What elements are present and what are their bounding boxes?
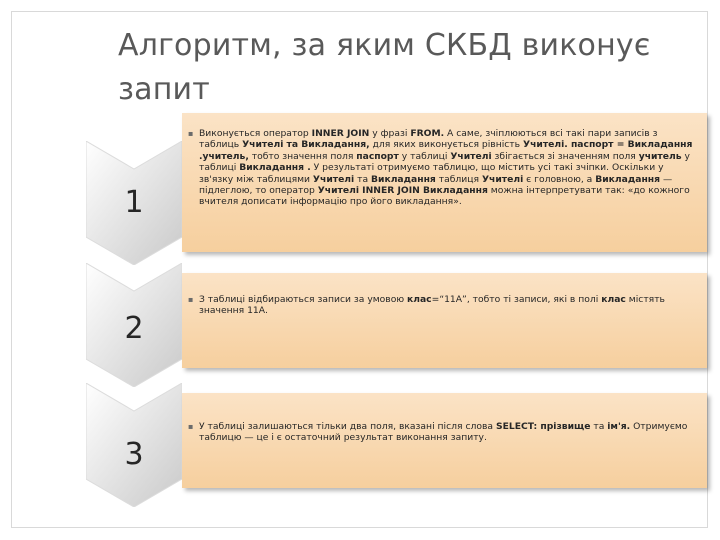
step-1-card [182, 113, 707, 252]
bold-text-run: Викладання . [239, 162, 311, 174]
bold-text-run: Викладання [371, 173, 436, 185]
text-run: З таблиці відбираються записи за умовою [199, 294, 407, 305]
text-run: у таблиці [199, 150, 690, 174]
bold-text-run: Учителі [312, 173, 355, 185]
bold-text-run: Учителі [481, 173, 524, 185]
slide-title: Алгоритм, за яким СКБД виконує запит [118, 28, 651, 107]
text-run: Виконується оператор [199, 128, 312, 139]
text-run: та [354, 173, 372, 185]
text-run: та [590, 421, 608, 432]
bold-text-run: Учителі INNER JOIN Викладання [317, 185, 488, 197]
step-3-text [182, 421, 707, 444]
bold-text-run: Учителі. паспорт = Викладання .учитель, [199, 139, 693, 162]
step-1-number: 1 [124, 185, 144, 220]
step-2-number: 2 [124, 311, 144, 346]
bold-text-run: SELECT: прізвище [495, 421, 591, 432]
bold-text-run: клас [407, 294, 432, 305]
text-run: тобто значення поля [248, 150, 357, 162]
step-1-text [182, 128, 707, 208]
text-run: можна інтерпретувати так: «до кожного вчителя дописати інформацію про його викладання». [199, 185, 690, 208]
bold-text-run: клас [601, 294, 626, 305]
bold-text-run: FROM. [410, 128, 445, 139]
bold-text-run: Учителі та Викладання, [242, 139, 370, 151]
step-3-card [182, 393, 707, 488]
text-run: У результаті отримуємо таблицю, що містить усі такі зчіпки. Оскільки у зв'язку між таблицями [199, 162, 664, 185]
bold-text-run: учитель [638, 150, 682, 162]
bold-text-run: Учителі [450, 150, 492, 162]
bold-text-run: паспорт [356, 150, 399, 162]
text-run: — підлеглою, то оператор [199, 173, 673, 197]
step-3-chevron [86, 383, 182, 507]
text-run: збігається зі значенням поля [491, 150, 639, 162]
bold-text-run: INNER JOIN [311, 128, 370, 139]
step-3-number: 3 [124, 437, 144, 472]
text-run: для яких виконується рівність [369, 139, 523, 151]
text-run: =“11А”, тобто ті записи, які в полі [431, 294, 602, 305]
bold-text-run: ім'я. [607, 421, 631, 432]
step-2-card [182, 273, 707, 368]
text-run: у фразі [369, 128, 411, 139]
text-run: А саме, зчіплюються всі такі пари записів з таблиць [199, 128, 658, 151]
step-2-chevron [86, 263, 182, 387]
step-1-chevron [86, 141, 182, 265]
text-run: у таблиці [398, 150, 451, 162]
text-run: таблиця [435, 173, 482, 185]
text-run: Отримуємо таблицю — це і є остаточний результат виконання запиту. [199, 421, 688, 444]
step-2-text [182, 294, 707, 317]
bold-text-run: Викладання [595, 173, 661, 185]
text-run: містять значення 11А. [199, 294, 665, 317]
text-run: У таблиці залишаються тільки два поля, вказані після слова [199, 421, 496, 432]
text-run: є головною, а [523, 173, 596, 185]
